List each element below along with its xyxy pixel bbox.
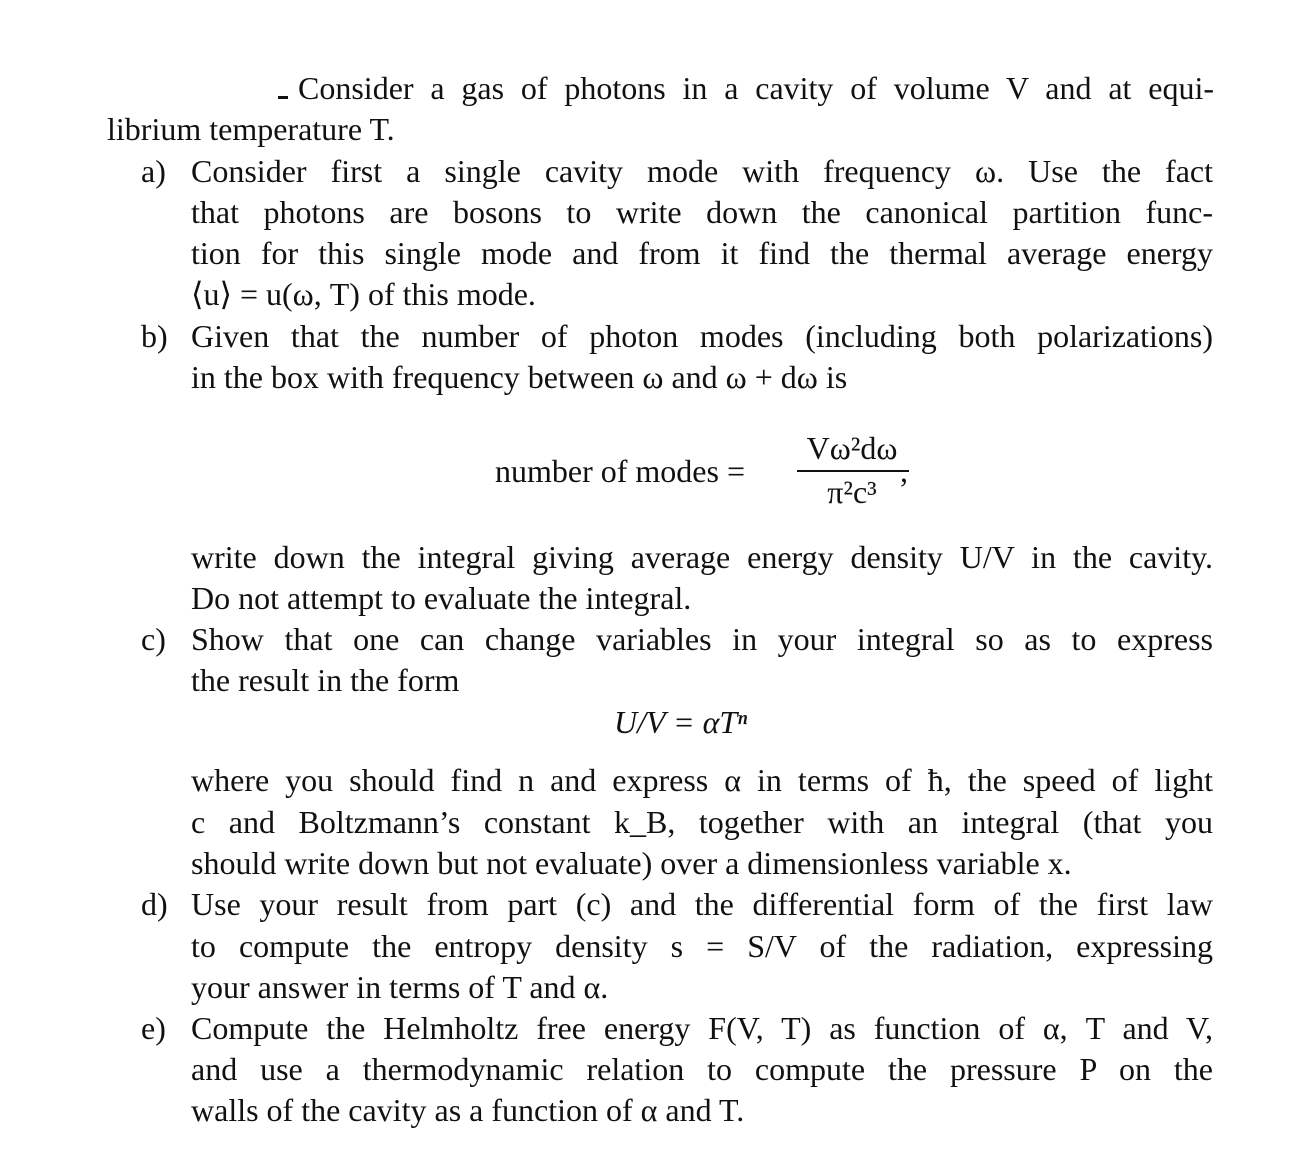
part-c-line-1: Show that one can change variables in your integral so as to express xyxy=(191,621,1213,657)
equation-lhs: number of modes = xyxy=(495,453,745,489)
part-e-line-3: walls of the cavity as a function of α and T. xyxy=(191,1092,745,1128)
part-a-line-2: that photons are bosons to write down the canonical partition func- xyxy=(191,194,1213,230)
part-b-line-1: Given that the number of photon modes (including both polarizations) xyxy=(191,318,1213,354)
part-b-line-2: in the box with frequency between ω and ω + dω is xyxy=(191,359,848,395)
part-d-line-3: your answer in terms of T and α. xyxy=(191,969,609,1005)
part-a-line-1: Consider first a single cavity mode with frequency ω. Use the fact xyxy=(191,153,1213,189)
part-c-line-5: should write down but not evaluate) over a dimensionless variable x. xyxy=(191,845,1072,881)
fraction-numerator: Vω²dω xyxy=(806,430,898,466)
part-c-marker: c) xyxy=(141,621,166,657)
part-e-line-1: Compute the Helmholtz free energy F(V, T) as function of α, T and V, xyxy=(191,1010,1214,1046)
part-c-line-2: the result in the form xyxy=(191,662,460,698)
part-e-line-2: and use a thermodynamic relation to compute the pressure P on the xyxy=(191,1051,1213,1087)
fraction-denominator: π²c³ xyxy=(827,474,877,510)
part-d-line-2: to compute the entropy density s = S/V of the radiation, expressing xyxy=(191,928,1213,964)
part-a-marker: a) xyxy=(141,153,166,189)
part-d-marker: d) xyxy=(141,886,168,922)
equation-comma: , xyxy=(900,453,908,489)
intro-line-2: librium temperature T. xyxy=(107,111,395,147)
part-e-marker: e) xyxy=(141,1010,166,1046)
part-c-line-4: c and Boltzmann’s constant k_B, together with an integral (that you xyxy=(191,804,1213,840)
part-c-line-3: where you should find n and express α in terms of ħ, the speed of light xyxy=(191,762,1213,798)
problem-number-mark xyxy=(278,96,288,99)
energy-density-equation: U/V = αTⁿ xyxy=(614,704,748,740)
part-d-line-1: Use your result from part (c) and the differential form of the first law xyxy=(191,886,1213,922)
part-b-line-4: Do not attempt to evaluate the integral. xyxy=(191,580,692,616)
part-a-line-3: tion for this single mode and from it find the thermal average energy xyxy=(191,235,1213,271)
intro-line-1: Consider a gas of photons in a cavity of volume V and at equi- xyxy=(298,70,1214,106)
part-b-marker: b) xyxy=(141,318,168,354)
part-b-line-3: write down the integral giving average energy density U/V in the cavity. xyxy=(191,539,1213,575)
part-a-line-4: ⟨u⟩ = u(ω, T) of this mode. xyxy=(191,276,536,312)
